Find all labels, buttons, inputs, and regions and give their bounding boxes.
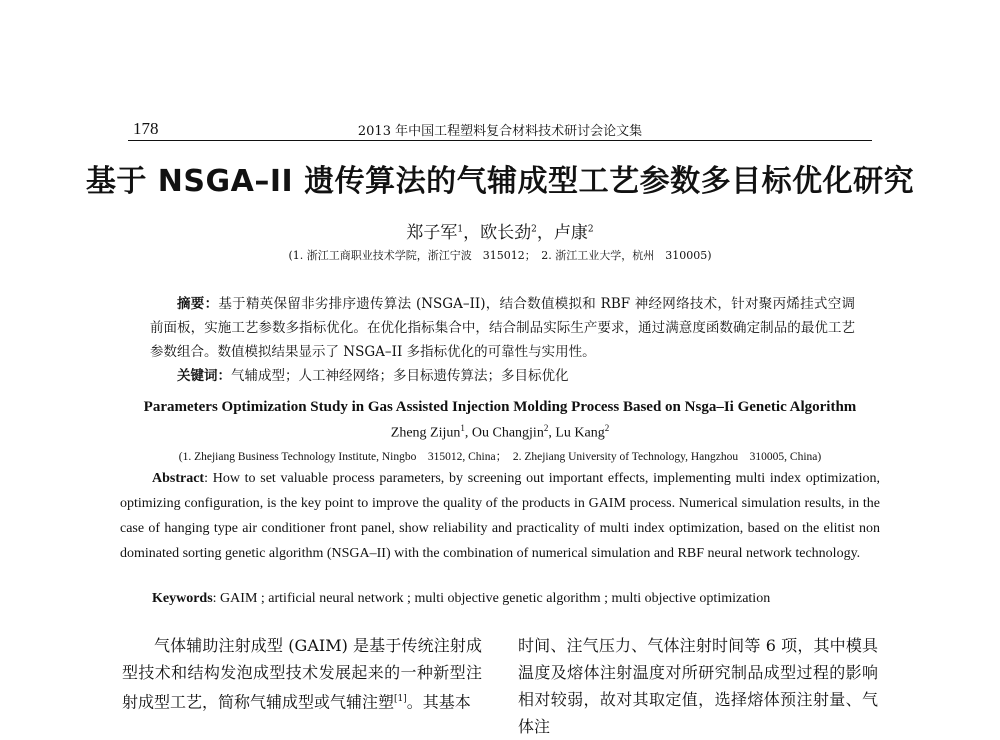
author-sup: 1	[460, 423, 465, 433]
author-sup: 2	[543, 423, 549, 433]
author-sep: ,	[548, 425, 556, 441]
author-sup: 2	[587, 224, 594, 235]
abstract-cn-label: 摘要：	[177, 296, 219, 312]
author-sup: 2	[604, 423, 610, 433]
citation-ref: [1]	[394, 694, 407, 704]
body-right-column: 时间、注气压力、气体注射时间等 6 项，其中模具温度及熔体注射温度对所研究制品成型过程的影响相对较弱，故对其取定值，选择熔体预注射量、气体注	[518, 636, 878, 736]
paper-title-cn: 基于 NSGA–II 遗传算法的气辅成型工艺参数多目标优化研究	[85, 164, 915, 199]
keywords-en-text: : GAIM ; artificial neural network ; multi objective genetic algorithm ; multi objective optimization	[212, 591, 771, 606]
body-left-text: 气体辅助注射成型 (GAIM) 是基于传统注射成型技术和结构发泡成型技术发展起来的一种新型注射成型工艺，简称气辅成型或气辅注塑	[122, 636, 482, 712]
author-name: Zheng Zijun	[390, 425, 461, 441]
keywords-cn-text: 气辅成型；人工神经网络；多目标遗传算法；多目标优化	[231, 368, 569, 384]
author-name: Lu Kang	[555, 425, 605, 441]
abstract-en-text: : How to set valuable process parameters, by screening out important effects, implementing multi index optimization, optimizing configuration, is the key point to improve the quality of the products in GAIM process. Numerical simulation results, in the case of hanging type air conditioner front panel, show reliability and practicality of multi index optimization, based on the elitist non dominated sorting genetic algorithm (NSGA–II) with the combination of numerical simulation and RBF neural network technology.	[120, 471, 880, 561]
keywords-cn-label: 关键词：	[177, 368, 231, 384]
author-sup: 2	[531, 224, 537, 235]
authors-en	[0, 423, 1000, 442]
affiliations-cn: (1. 浙江工商职业技术学院，浙江宁波 315012； 2. 浙江工业大学，杭州 310005)	[288, 249, 712, 262]
authors-cn	[0, 218, 1000, 243]
keywords-en-label: Keywords	[152, 591, 213, 606]
abstract-cn	[150, 292, 855, 364]
body-left-column	[122, 632, 482, 715]
author-name: Ou Changjin	[471, 425, 544, 441]
author-name: 欧长劲	[480, 223, 532, 243]
author-name: 卢康	[553, 223, 588, 243]
header-rule	[128, 140, 872, 141]
keywords-en	[152, 591, 770, 607]
author-sep: ，	[536, 223, 554, 243]
keywords-cn	[150, 364, 855, 388]
abstract-en-label: Abstract	[152, 471, 205, 486]
author-name: 郑子军	[406, 223, 458, 243]
body-left-tail: 。其基本	[406, 692, 471, 712]
author-sep: ,	[464, 425, 472, 441]
paper-title-en: Parameters Optimization Study in Gas Assisted Injection Molding Process Based on Nsga–Ii Genetic Algorithm	[143, 399, 857, 415]
author-sup: 1	[457, 224, 464, 235]
running-head: 2013 年中国工程塑料复合材料技术研讨会论文集	[357, 124, 643, 139]
abstract-cn-text: 基于精英保留非劣排序遗传算法 (NSGA–II)，结合数值模拟和 RBF 神经网络技术，针对聚丙烯挂式空调前面板，实施工艺参数多指标优化。在优化指标集合中，结合制品实际生产要求，通过满意度函数确定制品的最优工艺参数组合。数值模拟结果显示了 NSGA–II 多指标优化的可靠性与实用性。	[150, 296, 856, 360]
affiliations-en: (1. Zhejiang Business Technology Institute, Ningbo 315012, China； 2. Zhejiang University of Technology, Hangzhou 310005, China)	[178, 451, 822, 463]
abstract-en	[120, 466, 880, 566]
author-sep: ，	[463, 223, 481, 243]
page-number: 178	[133, 119, 159, 138]
